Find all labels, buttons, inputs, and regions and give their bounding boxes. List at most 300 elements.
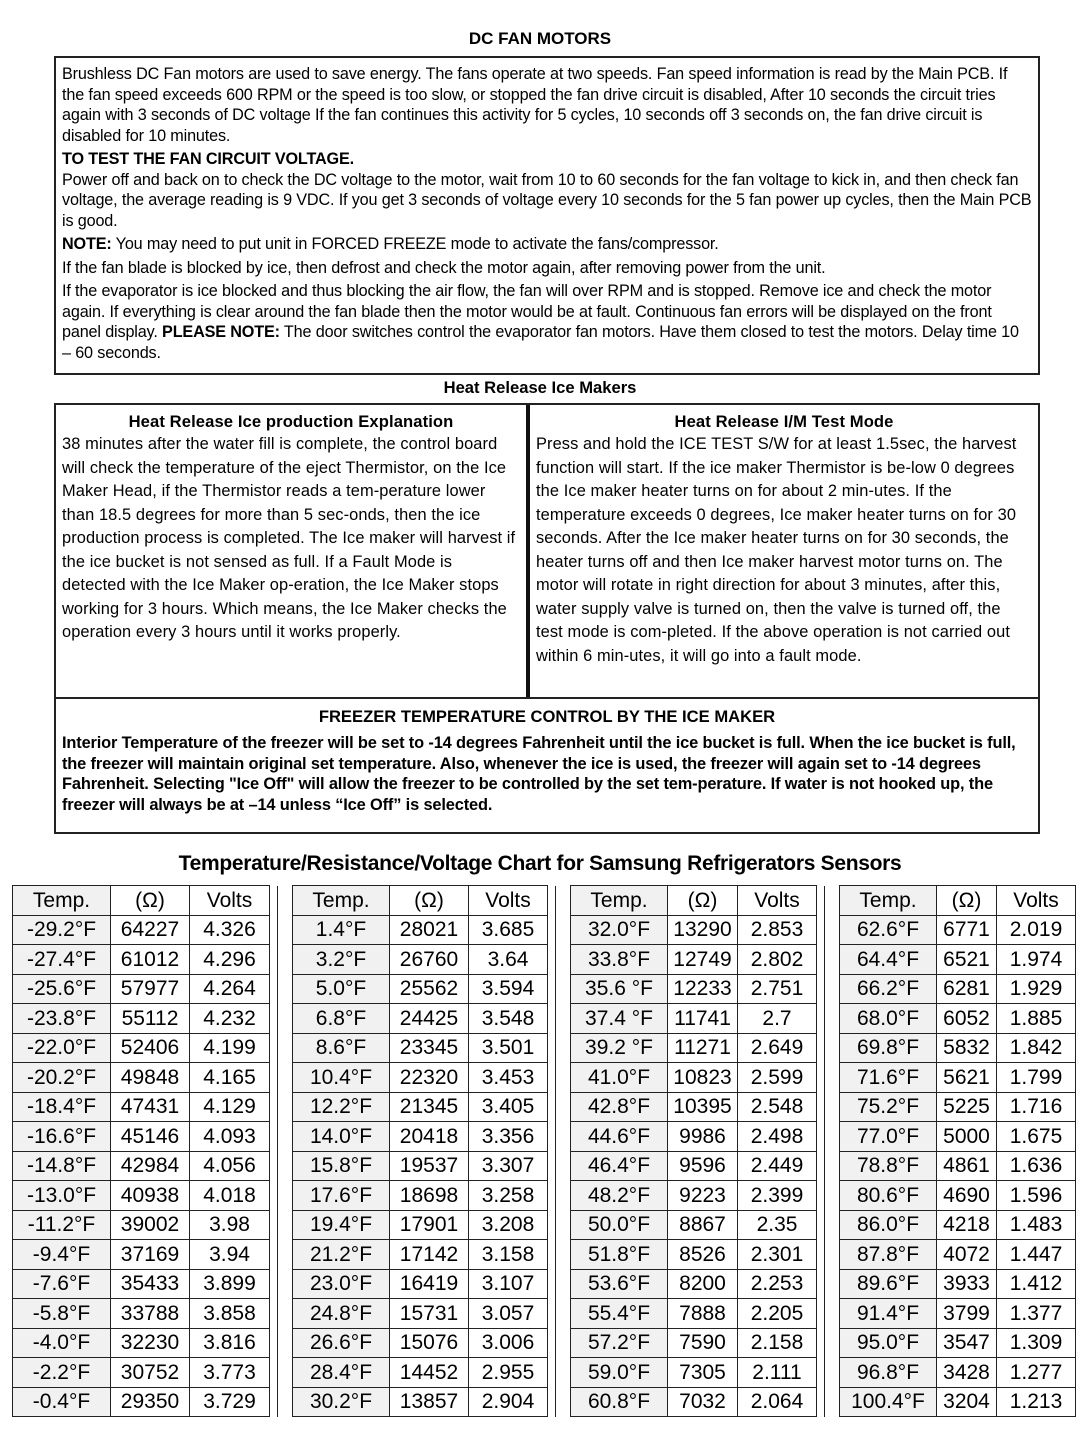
table-header-row [13,886,1076,916]
ice-production-text: 38 minutes after the water fill is complete, the control board will check the temperature of the eject Thermistor, on the Ice Maker Head, if the Thermistor reads a tem-perature lower than 18.5 degrees for more than 5 sec-onds, then the ice production process is completed. The Ice maker will harvest if the ice bucket is not sensed as full. If a Fault Mode is detected with the Ice Maker op-eration, the Ice Maker stops working for 3 hours. Which means, the Ice Maker checks the operation every 3 hours until it works properly. [62,435,516,641]
block-spacer [548,915,556,945]
resistance-cell: 24425 [390,1004,469,1034]
table-row [13,1299,1076,1329]
volts-cell: 4.018 [190,1181,270,1211]
block-spacer [270,1387,278,1417]
resistance-cell: 19537 [390,1151,469,1181]
volts-cell: 2.111 [738,1358,817,1388]
dc-fan-motors-box [54,56,1040,375]
resistance-cell: 13290 [668,915,738,945]
resistance-cell: 10395 [668,1092,738,1122]
block-spacer [270,1240,278,1270]
block-spacer [817,1181,825,1211]
temp-cell: 53.6°F [571,1269,668,1299]
evaporator-paragraph [62,281,1032,363]
resistance-cell: 8867 [668,1210,738,1240]
temp-cell: 5.0°F [293,974,390,1004]
table-row [13,1092,1076,1122]
block-spacer [548,1092,556,1122]
temp-cell: -14.8°F [13,1151,111,1181]
resistance-cell: 18698 [390,1181,469,1211]
temp-cell: 15.8°F [293,1151,390,1181]
table-row [13,1033,1076,1063]
temp-cell: -29.2°F [13,915,111,945]
block-spacer [832,1033,840,1063]
volts-cell: 2.449 [738,1151,817,1181]
table-row [13,974,1076,1004]
volts-cell: 4.296 [190,945,270,975]
block-spacer [563,886,571,916]
table-row [13,1122,1076,1152]
volts-cell: 3.899 [190,1269,270,1299]
temp-cell: -9.4°F [13,1240,111,1270]
block-spacer [548,1328,556,1358]
block-spacer [270,1210,278,1240]
temp-cell: 80.6°F [840,1181,937,1211]
temp-cell: -25.6°F [13,974,111,1004]
block-spacer [548,1210,556,1240]
volts-cell: 3.594 [469,974,548,1004]
temp-cell: 78.8°F [840,1151,937,1181]
block-spacer [285,1033,293,1063]
block-spacer [563,1387,571,1417]
volts-cell: 4.093 [190,1122,270,1152]
block-spacer [285,1358,293,1388]
resistance-cell: 11271 [668,1033,738,1063]
resistance-cell: 3799 [937,1299,997,1329]
temp-cell: 8.6°F [293,1033,390,1063]
test-mode-text: Press and hold the ICE TEST S/W for at least 1.5sec, the harvest function will start. If the ice maker Thermistor is be-low 0 degrees the Ice maker heater turns on for about 2 min-utes. If the temperature exceeds 0 degrees, Ice maker heater turns on for 30 seconds. After the Ice maker heater turns on for 30 seconds, the heater turns off and then Ice maker harvest motor turns on. The motor will rotate in right direction for about 3 minutes, after this, water supply valve is turned on, then the valve is turned off, the test mode is com-pleted. If the above operation is not carried out within 6 min-utes, it will go into a fault mode. [536,435,1017,665]
column-header-volts: Volts [190,886,270,916]
fan-test-paragraph: Power off and back on to check the DC voltage to the motor, wait from 10 to 60 seconds for the fan voltage to kick in, and then check fan voltage, the average reading is 9 VDC. If you get 3 seconds of voltage every 10 seconds for the 5 fan power up cycles, then the Main PCB is good. [62,170,1032,230]
volts-cell: 2.955 [469,1358,548,1388]
resistance-cell: 6521 [937,945,997,975]
block-spacer [563,974,571,1004]
table-row [13,915,1076,945]
volts-cell: 3.685 [469,915,548,945]
temp-cell: 35.6 °F [571,974,668,1004]
temp-cell: 55.4°F [571,1299,668,1329]
volts-cell: 4.264 [190,974,270,1004]
temp-cell: 30.2°F [293,1387,390,1417]
volts-cell: 3.548 [469,1004,548,1034]
block-spacer [285,1299,293,1329]
volts-cell: 3.356 [469,1122,548,1152]
note-paragraph [62,234,1032,255]
volts-cell: 1.716 [997,1092,1076,1122]
block-spacer [817,974,825,1004]
block-spacer [832,1240,840,1270]
block-spacer [563,1358,571,1388]
resistance-cell: 3933 [937,1269,997,1299]
temp-cell: 6.8°F [293,1004,390,1034]
block-spacer [285,1387,293,1417]
block-spacer [832,1063,840,1093]
ice-production-heading: Heat Release Ice production Explanation [128,412,454,431]
volts-cell: 3.816 [190,1328,270,1358]
block-spacer [817,1328,825,1358]
sensor-table [12,885,1076,1417]
volts-cell: 1.929 [997,974,1076,1004]
volts-cell: 1.412 [997,1269,1076,1299]
temp-cell: 62.6°F [840,915,937,945]
resistance-cell: 4690 [937,1181,997,1211]
resistance-cell: 12749 [668,945,738,975]
resistance-cell: 33788 [111,1299,190,1329]
block-spacer [832,1299,840,1329]
block-spacer [285,945,293,975]
temp-cell: 17.6°F [293,1181,390,1211]
temp-cell: 24.8°F [293,1299,390,1329]
column-header-volts: Volts [469,886,548,916]
resistance-cell: 17142 [390,1240,469,1270]
temp-cell: 10.4°F [293,1063,390,1093]
temp-cell: 26.6°F [293,1328,390,1358]
temp-cell: 95.0°F [840,1328,937,1358]
resistance-cell: 55112 [111,1004,190,1034]
please-note-label: PLEASE NOTE: [162,323,280,341]
column-header-temp: Temp. [293,886,390,916]
volts-cell: 4.232 [190,1004,270,1034]
resistance-cell: 22320 [390,1063,469,1093]
resistance-cell: 13857 [390,1387,469,1417]
volts-cell: 3.501 [469,1033,548,1063]
temp-cell: 89.6°F [840,1269,937,1299]
block-spacer [548,1004,556,1034]
blocked-blade-paragraph: If the fan blade is blocked by ice, then defrost and check the motor again, after removing power from the unit. [62,258,826,277]
fan-test-heading-text: TO TEST THE FAN CIRCUIT VOLTAGE. [62,150,354,168]
resistance-cell: 11741 [668,1004,738,1034]
volts-cell: 3.158 [469,1240,548,1270]
block-spacer [563,945,571,975]
volts-cell: 2.599 [738,1063,817,1093]
block-spacer [817,1033,825,1063]
block-spacer [548,1063,556,1093]
volts-cell: 3.453 [469,1063,548,1093]
volts-cell: 3.858 [190,1299,270,1329]
block-spacer [563,1004,571,1034]
temp-cell: 66.2°F [840,974,937,1004]
volts-cell: 3.208 [469,1210,548,1240]
column-header-resistance: (Ω) [937,886,997,916]
volts-cell: 1.675 [997,1122,1076,1152]
resistance-cell: 42984 [111,1151,190,1181]
block-spacer [832,1328,840,1358]
test-mode-heading: Heat Release I/M Test Mode [674,412,894,431]
resistance-cell: 14452 [390,1358,469,1388]
block-spacer [832,915,840,945]
table-row [13,1210,1076,1240]
temp-cell: -23.8°F [13,1004,111,1034]
block-spacer [563,1328,571,1358]
volts-cell: 3.258 [469,1181,548,1211]
temp-cell: 91.4°F [840,1299,937,1329]
block-spacer [832,1269,840,1299]
block-spacer [285,1151,293,1181]
block-spacer [270,1122,278,1152]
heat-release-box [54,403,1040,699]
resistance-cell: 40938 [111,1181,190,1211]
resistance-cell: 8526 [668,1240,738,1270]
table-row [13,1004,1076,1034]
resistance-cell: 9986 [668,1122,738,1152]
temp-cell: -7.6°F [13,1269,111,1299]
block-spacer [548,1269,556,1299]
block-spacer [817,1210,825,1240]
temp-cell: -22.0°F [13,1033,111,1063]
temp-cell: 3.2°F [293,945,390,975]
column-header-volts: Volts [738,886,817,916]
block-spacer [285,1328,293,1358]
temp-cell: 28.4°F [293,1358,390,1388]
volts-cell: 2.751 [738,974,817,1004]
block-spacer [285,1092,293,1122]
temp-cell: 1.4°F [293,915,390,945]
column-header-volts: Volts [997,886,1076,916]
volts-cell: 3.729 [190,1387,270,1417]
resistance-cell: 37169 [111,1240,190,1270]
block-spacer [817,915,825,945]
block-spacer [563,1210,571,1240]
volts-cell: 1.596 [997,1181,1076,1211]
block-divider [825,886,832,1417]
temp-cell: 71.6°F [840,1063,937,1093]
temp-cell: -4.0°F [13,1328,111,1358]
volts-cell: 3.307 [469,1151,548,1181]
block-spacer [270,1328,278,1358]
resistance-cell: 64227 [111,915,190,945]
resistance-cell: 20418 [390,1122,469,1152]
block-spacer [270,1063,278,1093]
volts-cell: 2.301 [738,1240,817,1270]
volts-cell: 1.799 [997,1063,1076,1093]
temp-cell: 57.2°F [571,1328,668,1358]
block-divider [278,886,285,1417]
evaporator-text: If the evaporator is ice blocked and thus blocking the air flow, the fan will over RPM and is stopped. Remove ice and check the motor again. If everything is clear around the fan blade then the motor would be at fault. Continuous fan errors will be displayed on the front panel display. [62,282,992,341]
heat-release-title: Heat Release Ice Makers [443,378,637,397]
block-spacer [270,1269,278,1299]
block-spacer [270,945,278,975]
volts-cell: 3.107 [469,1269,548,1299]
block-spacer [832,1004,840,1034]
table-row [13,1328,1076,1358]
resistance-cell: 16419 [390,1269,469,1299]
volts-cell: 1.974 [997,945,1076,975]
block-spacer [548,1240,556,1270]
block-spacer [563,1151,571,1181]
block-spacer [817,1151,825,1181]
block-spacer [832,1122,840,1152]
resistance-cell: 28021 [390,915,469,945]
block-spacer [548,945,556,975]
block-spacer [548,1181,556,1211]
volts-cell: 2.205 [738,1299,817,1329]
volts-cell: 1.885 [997,1004,1076,1034]
volts-cell: 1.483 [997,1210,1076,1240]
block-spacer [832,1387,840,1417]
resistance-cell: 4218 [937,1210,997,1240]
block-spacer [832,974,840,1004]
column-header-resistance: (Ω) [111,886,190,916]
table-row [13,1358,1076,1388]
block-spacer [548,1151,556,1181]
block-spacer [285,1004,293,1034]
block-spacer [563,1299,571,1329]
resistance-cell: 7590 [668,1328,738,1358]
block-spacer [285,915,293,945]
column-header-temp: Temp. [13,886,111,916]
temp-cell: 12.2°F [293,1092,390,1122]
volts-cell: 2.802 [738,945,817,975]
block-spacer [832,1358,840,1388]
volts-cell: 3.057 [469,1299,548,1329]
temp-cell: 46.4°F [571,1151,668,1181]
temp-cell: -27.4°F [13,945,111,975]
volts-cell: 3.405 [469,1092,548,1122]
block-spacer [285,1122,293,1152]
temp-cell: 32.0°F [571,915,668,945]
resistance-cell: 15076 [390,1328,469,1358]
block-spacer [270,886,278,916]
block-spacer [817,1387,825,1417]
block-spacer [563,1122,571,1152]
freezer-control-text: Interior Temperature of the freezer will be set to -14 degrees Fahrenheit until the ice bucket is full. When the ice bucket is full, the freezer will maintain original set temperature. Also, whenever the ice is used, the freezer will again set to -14 degrees Fahrenheit. Selecting "Ice Off" will allow the freezer to be controlled by the set tem-perature. If water is not hooked up, the freezer will always be at –14 unless “Ice Off” is selected. [62,734,1016,814]
block-spacer [548,886,556,916]
resistance-cell: 52406 [111,1033,190,1063]
table-row [13,945,1076,975]
temp-cell: 68.0°F [840,1004,937,1034]
temp-cell: -0.4°F [13,1387,111,1417]
temp-cell: 39.2 °F [571,1033,668,1063]
block-spacer [563,1181,571,1211]
block-spacer [285,1181,293,1211]
resistance-cell: 8200 [668,1269,738,1299]
block-spacer [563,1033,571,1063]
block-spacer [270,974,278,1004]
resistance-cell: 9596 [668,1151,738,1181]
block-spacer [563,1240,571,1270]
resistance-cell: 3204 [937,1387,997,1417]
volts-cell: 1.213 [997,1387,1076,1417]
resistance-cell: 3428 [937,1358,997,1388]
temp-cell: 69.8°F [840,1033,937,1063]
temp-cell: -16.6°F [13,1122,111,1152]
block-spacer [832,1181,840,1211]
temp-cell: 44.6°F [571,1122,668,1152]
resistance-cell: 5621 [937,1063,997,1093]
sensor-chart-title: Temperature/Resistance/Voltage Chart for Samsung Refrigerators Sensors [178,852,902,875]
volts-cell: 1.842 [997,1033,1076,1063]
volts-cell: 2.158 [738,1328,817,1358]
note-text: You may need to put unit in FORCED FREEZE mode to activate the fans/compressor. [111,235,719,253]
block-spacer [270,1033,278,1063]
volts-cell: 3.94 [190,1240,270,1270]
block-spacer [285,1210,293,1240]
door-switch-text: The door switches control the evaporator fan motors. Have them closed to test the motors. Delay time 10 – 60 seconds. [62,323,1019,362]
block-spacer [817,1299,825,1329]
temp-cell: 48.2°F [571,1181,668,1211]
block-spacer [817,945,825,975]
temp-cell: 51.8°F [571,1240,668,1270]
volts-cell: 4.165 [190,1063,270,1093]
resistance-cell: 4861 [937,1151,997,1181]
volts-cell: 3.98 [190,1210,270,1240]
ice-production-explanation [56,405,530,697]
column-header-resistance: (Ω) [390,886,469,916]
column-header-temp: Temp. [571,886,668,916]
resistance-cell: 3547 [937,1328,997,1358]
temp-cell: -11.2°F [13,1210,111,1240]
temp-cell: 64.4°F [840,945,937,975]
resistance-cell: 57977 [111,974,190,1004]
block-spacer [548,1033,556,1063]
block-spacer [285,1269,293,1299]
temp-cell: 86.0°F [840,1210,937,1240]
block-spacer [548,1299,556,1329]
temp-cell: -2.2°F [13,1358,111,1388]
volts-cell: 3.773 [190,1358,270,1388]
temp-cell: 23.0°F [293,1269,390,1299]
block-spacer [563,1063,571,1093]
temp-cell: 41.0°F [571,1063,668,1093]
block-spacer [270,1004,278,1034]
resistance-cell: 30752 [111,1358,190,1388]
resistance-cell: 5832 [937,1033,997,1063]
temp-cell: 100.4°F [840,1387,937,1417]
block-spacer [285,1063,293,1093]
temp-cell: 21.2°F [293,1240,390,1270]
resistance-cell: 6771 [937,915,997,945]
resistance-cell: 29350 [111,1387,190,1417]
resistance-cell: 7305 [668,1358,738,1388]
temp-cell: -13.0°F [13,1181,111,1211]
block-spacer [270,1151,278,1181]
resistance-cell: 15731 [390,1299,469,1329]
volts-cell: 2.548 [738,1092,817,1122]
volts-cell: 1.377 [997,1299,1076,1329]
temp-cell: 75.2°F [840,1092,937,1122]
volts-cell: 4.056 [190,1151,270,1181]
table-row [13,1151,1076,1181]
block-spacer [563,1269,571,1299]
temp-cell: 77.0°F [840,1122,937,1152]
temp-cell: -18.4°F [13,1092,111,1122]
temp-cell: 96.8°F [840,1358,937,1388]
resistance-cell: 5000 [937,1122,997,1152]
dc-fan-intro-paragraph: Brushless DC Fan motors are used to save energy. The fans operate at two speeds. Fan speed information is read by the Main PCB. If the fan speed exceeds 600 RPM or the speed is too slow, or stopped the fan drive circuit is disabled, After 10 seconds the circuit tries again with 3 seconds of DC voltage If the fan continues this activity for 5 cycles, 10 seconds off 3 seconds on, the fan drive circuit is disabled for 10 minutes. [62,65,1008,145]
resistance-cell: 21345 [390,1092,469,1122]
temp-cell: -5.8°F [13,1299,111,1329]
block-spacer [832,1210,840,1240]
block-spacer [832,945,840,975]
table-row [13,1181,1076,1211]
volts-cell: 1.447 [997,1240,1076,1270]
temp-cell: 33.8°F [571,945,668,975]
block-spacer [548,1122,556,1152]
volts-cell: 2.064 [738,1387,817,1417]
volts-cell: 3.64 [469,945,548,975]
volts-cell: 2.399 [738,1181,817,1211]
column-header-resistance: (Ω) [668,886,738,916]
temp-cell: -20.2°F [13,1063,111,1093]
table-row [13,1387,1076,1417]
block-spacer [548,1387,556,1417]
block-spacer [270,1092,278,1122]
table-row [13,1063,1076,1093]
resistance-cell: 39002 [111,1210,190,1240]
resistance-cell: 35433 [111,1269,190,1299]
resistance-cell: 4072 [937,1240,997,1270]
